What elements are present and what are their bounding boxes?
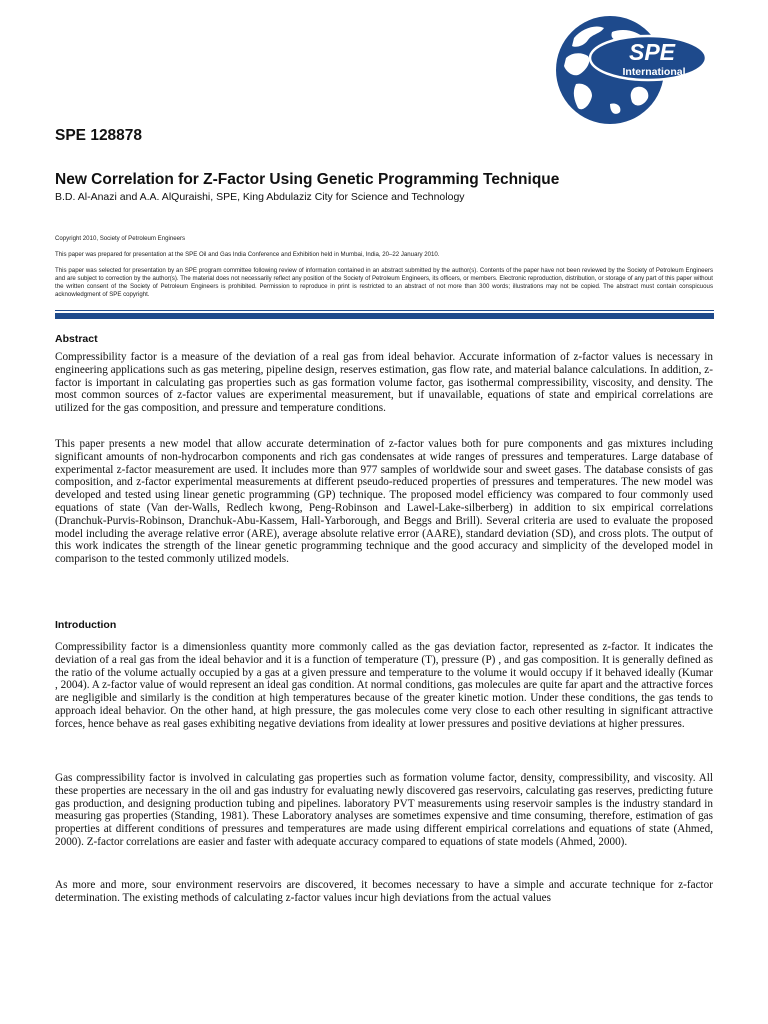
paper-number: SPE 128878 xyxy=(55,127,143,144)
header-divider-thick xyxy=(55,313,714,319)
abstract-heading: Abstract xyxy=(55,333,98,345)
selection-notice: This paper was selected for presentation by an SPE program committee following review of information contained in an abstract submitted by the author(s). Contents of the paper have not been reviewed by the Society of Petroleum Engineers and are subject to correction by the author(s). The material does not necessarily reflect any position of the Society of Petroleum Engineers, its officers, or members. Electronic reproduction, distribution, or storage of any part of this paper without the written consent of the Society of Petroleum Engineers is prohibited. Permission to reproduce in print is restricted to an abstract of not more than 300 words; illustrations may not be copied. The abstract must contain conspicuous acknowledgment of SPE copyright. xyxy=(55,267,713,298)
introduction-paragraph-1: Compressibility factor is a dimensionless quantity more commonly called as the gas deviation factor, represented as z-factor. It indicates the deviation of a real gas from the ideal behavior and it is a function of temperature (T), pressure (P) , and gas composition. It is generally defined as the ratio of the volume actually occupied by a gas at a given pressure and temperature to the volume it would occupy if it behaved ideally (Kumar , 2004). A z-factor value of would represent an ideal gas condition. At normal conditions, gas molecules are quite far apart and the attractive forces are negligible and similarly is the condition at high temperatures because of the greater kinetic motion. Under these conditions, the gas tends to approach ideal behavior. On the other hand, at high pressure, the gas molecules come very close to each other resulting in significant attractive forces, hence behave as real gases exhibiting negative deviations from ideality at lower pressures and positive deviations at higher pressures. xyxy=(55,641,713,730)
spe-international-logo xyxy=(552,12,710,130)
logo-text-main: SPE xyxy=(628,39,676,65)
introduction-heading: Introduction xyxy=(55,619,117,631)
copyright-notice: Copyright 2010, Society of Petroleum Engineers xyxy=(55,235,186,242)
logo-text-sub: International xyxy=(622,66,686,78)
introduction-paragraph-3: As more and more, sour environment reservoirs are discovered, it becomes necessary to have a simple and accurate technique for z-factor determination. The existing methods of calculating z-factor values incur high deviations from the actual values xyxy=(55,879,713,904)
header-divider-thin xyxy=(55,310,714,311)
paper-authors: B.D. Al-Anazi and A.A. AlQuraishi, SPE, King Abdulaziz City for Science and Technology xyxy=(55,191,465,203)
preparation-notice: This paper was prepared for presentation at the SPE Oil and Gas India Conference and Exhibition held in Mumbai, India, 20–22 January 2010. xyxy=(55,251,440,258)
abstract-paragraph-2: This paper presents a new model that allow accurate determination of z-factor values both for pure components and gas mixtures including significant amounts of non-hydrocarbon components and rich gas condensates at wide ranges of pressures and temperatures. Large database of experimental z-factor measurement are used. It includes more than 977 samples of worldwide sour and sweet gases. The database consists of gas composition, and z-factor experimental measurements at different pseudo-reduced properties of pressures and temperatures. The new model was developed and tested using linear genetic programming (GP) technique. The proposed model efficiency was compared to four commonly used equations of state (Van der-Walls, Redlech kwong, Peng-Robinson and Lawel-Lake-silberberg) in addition to six empirical correlations (Dranchuk-Purvis-Robinson, Dranchuk-Abu-Kassem, Hall-Yarborough, and Beggs and Brill). Several criteria are used to evaluate the proposed model including the average relative error (ARE), average absolute relative error (AARE), standard deviation (SD), and cross plots. The output of this work indicates the strength of the linear genetic programming technique and the good accuracy and simplicity of the developed model in comparison to the tested commonly utilized models. xyxy=(55,438,713,566)
abstract-paragraph-1: Compressibility factor is a measure of the deviation of a real gas from ideal behavior. Accurate information of z-factor values is necessary in engineering applications such as gas metering, pipeline design, reserves estimation, gas flow rate, and material balance calculations. In addition, z-factor is important in calculating gas properties such as gas formation volume factor, gas isothermal compressibility, viscosity, and density. The most common sources of z-factor values are experimental measurement, but if unavailable, equations of state and empirical correlations are utilized for the gas composition, and pressure and temperature conditions. xyxy=(55,351,713,415)
introduction-paragraph-2: Gas compressibility factor is involved in calculating gas properties such as formation volume factor, density, compressibility, and viscosity. All these properties are necessary in the oil and gas industry for evaluating newly discovered gas reservoirs, calculating gas reserves, predicting future gas production, and designing production tubing and pipelines. laboratory PVT measurements using reservoir samples is the industry standard in measuring gas properties (Standing, 1981). These Laboratory analyses are sometimes expensive and time consuming, therefore, estimation of gas properties at different conditions of pressures and temperatures are made using different empirical correlations and equations of state (Ahmed, 2000). Z-factor correlations are easier and faster with adequate accuracy compared to equations of state models (Ahmed, 2000). xyxy=(55,772,713,848)
paper-title: New Correlation for Z-Factor Using Genetic Programming Technique xyxy=(55,171,560,188)
